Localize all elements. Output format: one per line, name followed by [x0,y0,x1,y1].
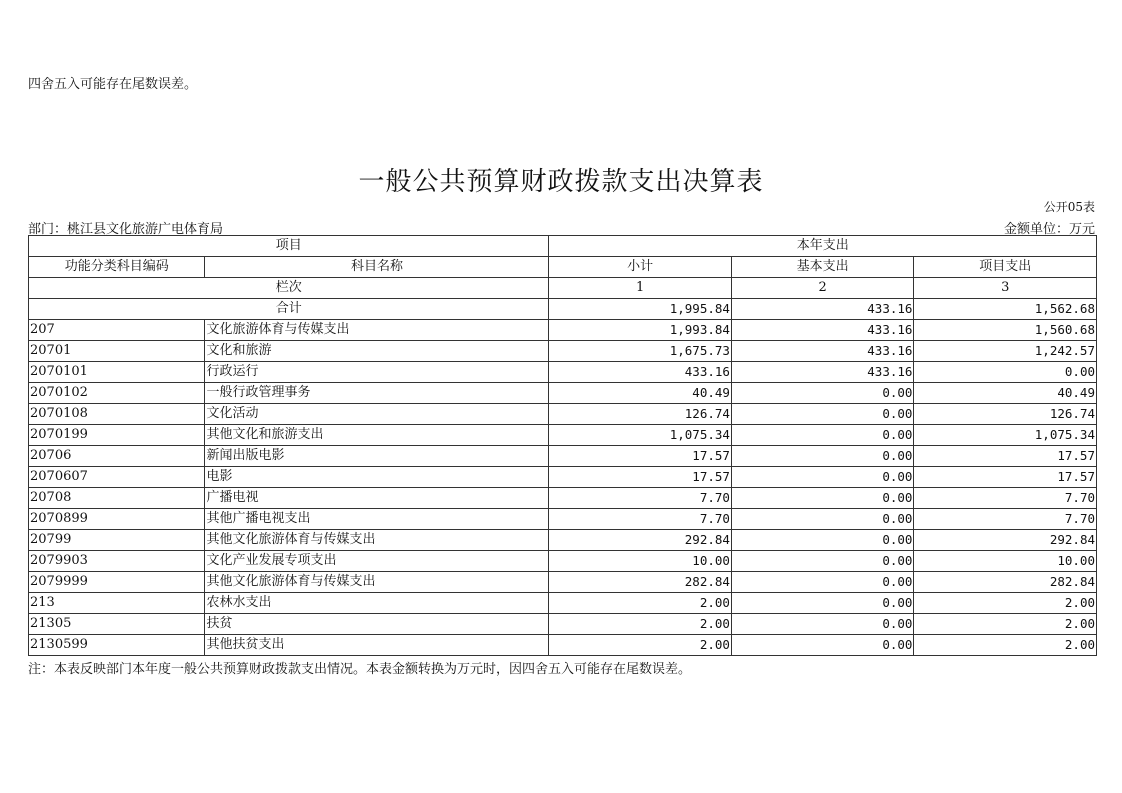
header-current-year-expense: 本年支出 [549,236,1097,257]
subject-code: 213 [29,593,205,614]
subtotal-value: 2.00 [549,635,732,656]
project-expense-value: 10.00 [914,551,1097,572]
basic-expense-value: 0.00 [731,530,914,551]
subtotal-value: 1,075.34 [549,425,732,446]
table-row [29,572,1097,593]
subtotal-value: 1,993.84 [549,320,732,341]
total-row [29,299,1097,320]
subject-code: 2079903 [29,551,205,572]
table-row [29,530,1097,551]
header-row-1 [29,236,1097,257]
top-note: 四舍五入可能存在尾数误差。 [28,77,198,92]
table-row [29,488,1097,509]
table-row [29,509,1097,530]
project-expense-value: 1,075.34 [914,425,1097,446]
subject-name: 扶贫 [205,614,549,635]
subject-code: 21305 [29,614,205,635]
project-expense-value: 1,242.57 [914,341,1097,362]
footnote: 注：本表反映部门本年度一般公共预算财政拨款支出情况。本表金额转换为万元时，因四舍五入可能存在尾数误差。 [28,662,692,677]
subject-name: 农林水支出 [205,593,549,614]
subject-name: 其他文化旅游体育与传媒支出 [205,530,549,551]
subject-name: 其他扶贫支出 [205,635,549,656]
subject-code: 2079999 [29,572,205,593]
basic-expense-value: 0.00 [731,572,914,593]
subject-name: 文化和旅游 [205,341,549,362]
header-subject-name: 科目名称 [205,257,549,278]
subtotal-value: 2.00 [549,593,732,614]
subject-code: 2070101 [29,362,205,383]
project-expense-value: 7.70 [914,509,1097,530]
table-row [29,467,1097,488]
total-basic: 433.16 [731,299,914,320]
header-project: 项目 [29,236,549,257]
unit-label: 金额单位：万元 [1003,222,1095,237]
subject-name: 新闻出版电影 [205,446,549,467]
subtotal-value: 292.84 [549,530,732,551]
project-expense-value: 7.70 [914,488,1097,509]
column-index-2: 2 [731,278,914,299]
subject-code: 2070108 [29,404,205,425]
total-subtotal: 1,995.84 [549,299,732,320]
subject-name: 电影 [205,467,549,488]
header-subtotal: 小计 [549,257,732,278]
subtotal-value: 1,675.73 [549,341,732,362]
subject-name: 文化旅游体育与传媒支出 [205,320,549,341]
basic-expense-value: 0.00 [731,383,914,404]
subtotal-value: 7.70 [549,509,732,530]
table-row [29,593,1097,614]
project-expense-value: 2.00 [914,593,1097,614]
project-expense-value: 126.74 [914,404,1097,425]
subject-name: 行政运行 [205,362,549,383]
header-basic-expense: 基本支出 [731,257,914,278]
subject-name: 文化活动 [205,404,549,425]
table-row [29,341,1097,362]
basic-expense-value: 0.00 [731,551,914,572]
basic-expense-value: 0.00 [731,467,914,488]
basic-expense-value: 433.16 [731,341,914,362]
table-row [29,614,1097,635]
subtotal-value: 7.70 [549,488,732,509]
subtotal-value: 40.49 [549,383,732,404]
subject-code: 20799 [29,530,205,551]
subject-code: 207 [29,320,205,341]
project-expense-value: 282.84 [914,572,1097,593]
column-index-3: 3 [914,278,1097,299]
table-row [29,320,1097,341]
subject-code: 2070199 [29,425,205,446]
subject-code: 2070899 [29,509,205,530]
project-expense-value: 1,560.68 [914,320,1097,341]
basic-expense-value: 0.00 [731,509,914,530]
subject-name: 文化产业发展专项支出 [205,551,549,572]
subtotal-value: 17.57 [549,467,732,488]
subject-code: 20701 [29,341,205,362]
page-title: 一般公共预算财政拨款支出决算表 [358,167,764,197]
subject-code: 2130599 [29,635,205,656]
header-func-code: 功能分类科目编码 [29,257,205,278]
subtotal-value: 2.00 [549,614,732,635]
subtotal-value: 10.00 [549,551,732,572]
total-project: 1,562.68 [914,299,1097,320]
table-row [29,362,1097,383]
basic-expense-value: 433.16 [731,362,914,383]
table-row [29,425,1097,446]
subtotal-value: 126.74 [549,404,732,425]
subject-code: 20706 [29,446,205,467]
subtotal-value: 17.57 [549,446,732,467]
subtotal-value: 433.16 [549,362,732,383]
project-expense-value: 0.00 [914,362,1097,383]
column-index-1: 1 [549,278,732,299]
department-label: 部门：桃江县文化旅游广电体育局 [28,222,224,237]
subject-name: 其他文化和旅游支出 [205,425,549,446]
project-expense-value: 17.57 [914,467,1097,488]
subject-code: 2070607 [29,467,205,488]
subtotal-value: 282.84 [549,572,732,593]
table-row [29,404,1097,425]
table-row [29,383,1097,404]
column-index-row [29,278,1097,299]
project-expense-value: 292.84 [914,530,1097,551]
basic-expense-value: 0.00 [731,614,914,635]
budget-table [28,235,1097,656]
project-expense-value: 17.57 [914,446,1097,467]
form-code: 公开05表 [1043,200,1095,214]
total-label: 合计 [29,299,549,320]
subject-name: 广播电视 [205,488,549,509]
basic-expense-value: 433.16 [731,320,914,341]
subject-name: 其他文化旅游体育与传媒支出 [205,572,549,593]
project-expense-value: 2.00 [914,614,1097,635]
project-expense-value: 2.00 [914,635,1097,656]
column-label: 栏次 [29,278,549,299]
basic-expense-value: 0.00 [731,635,914,656]
basic-expense-value: 0.00 [731,404,914,425]
header-row-2 [29,257,1097,278]
subject-code: 2070102 [29,383,205,404]
table-row [29,446,1097,467]
subject-name: 其他广播电视支出 [205,509,549,530]
basic-expense-value: 0.00 [731,488,914,509]
basic-expense-value: 0.00 [731,446,914,467]
subject-code: 20708 [29,488,205,509]
table-row [29,551,1097,572]
header-project-expense: 项目支出 [914,257,1097,278]
basic-expense-value: 0.00 [731,593,914,614]
basic-expense-value: 0.00 [731,425,914,446]
table-row [29,635,1097,656]
subject-name: 一般行政管理事务 [205,383,549,404]
project-expense-value: 40.49 [914,383,1097,404]
